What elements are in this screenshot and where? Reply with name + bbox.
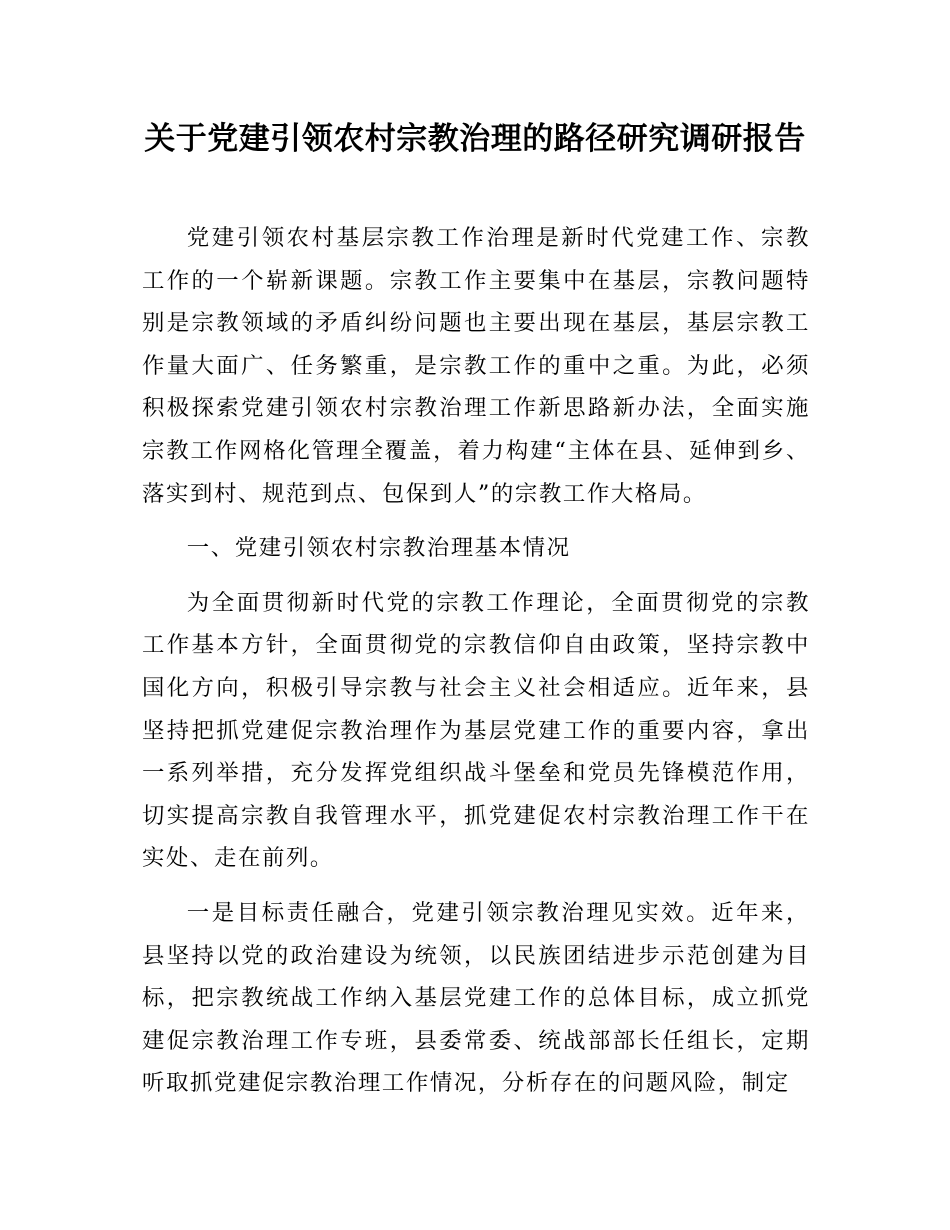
document-body — [142, 217, 810, 1105]
intro-paragraph: 党建引领农村基层宗教工作治理是新时代党建工作、宗教工作的一个崭新课题。宗教工作主要集中在基层，宗教问题特别是宗教领域的矛盾纠纷问题也主要出现在基层，基层宗教工作量大面广、任务繁重，是宗教工作的重中之重。为此，必须积极探索党建引领农村宗教治理工作新思路新办法，全面实施宗教工作网格化管理全覆盖，着力构建“主体在县、延伸到乡、落实到村、规范到点、包保到人”的宗教工作大格局。 — [142, 225, 810, 507]
document-title: 关于党建引领农村宗教治理的路径研究调研报告 — [144, 121, 806, 157]
section-1-paragraph: 为全面贯彻新时代党的宗教工作理论，全面贯彻党的宗教工作基本方针，全面贯彻党的宗教信仰自由政策，坚持宗教中国化方向，积极引导宗教与社会主义社会相适应。近年来，县坚持把抓党建促宗教治理作为基层党建工作的重要内容，拿出一系列举措，充分发挥党组织战斗堡垒和党员先锋模范作用，切实提高宗教自我管理水平，抓党建促农村宗教治理工作干在实处、走在前列。 — [142, 589, 810, 872]
section-1-heading: 一、党建引领农村宗教治理基本情况 — [186, 535, 571, 562]
point-1-paragraph: 一是目标责任融合，党建引领宗教治理见实效。近年来，县坚持以党的政治建设为统领，以民族团结进步示范创建为目标，把宗教统战工作纳入基层党建工作的总体目标，成立抓党建促宗教治理工作专班，县委常委、统战部部长任组长，定期听取抓党建促宗教治理工作情况，分析存在的问题风险，制定 — [142, 899, 810, 1097]
